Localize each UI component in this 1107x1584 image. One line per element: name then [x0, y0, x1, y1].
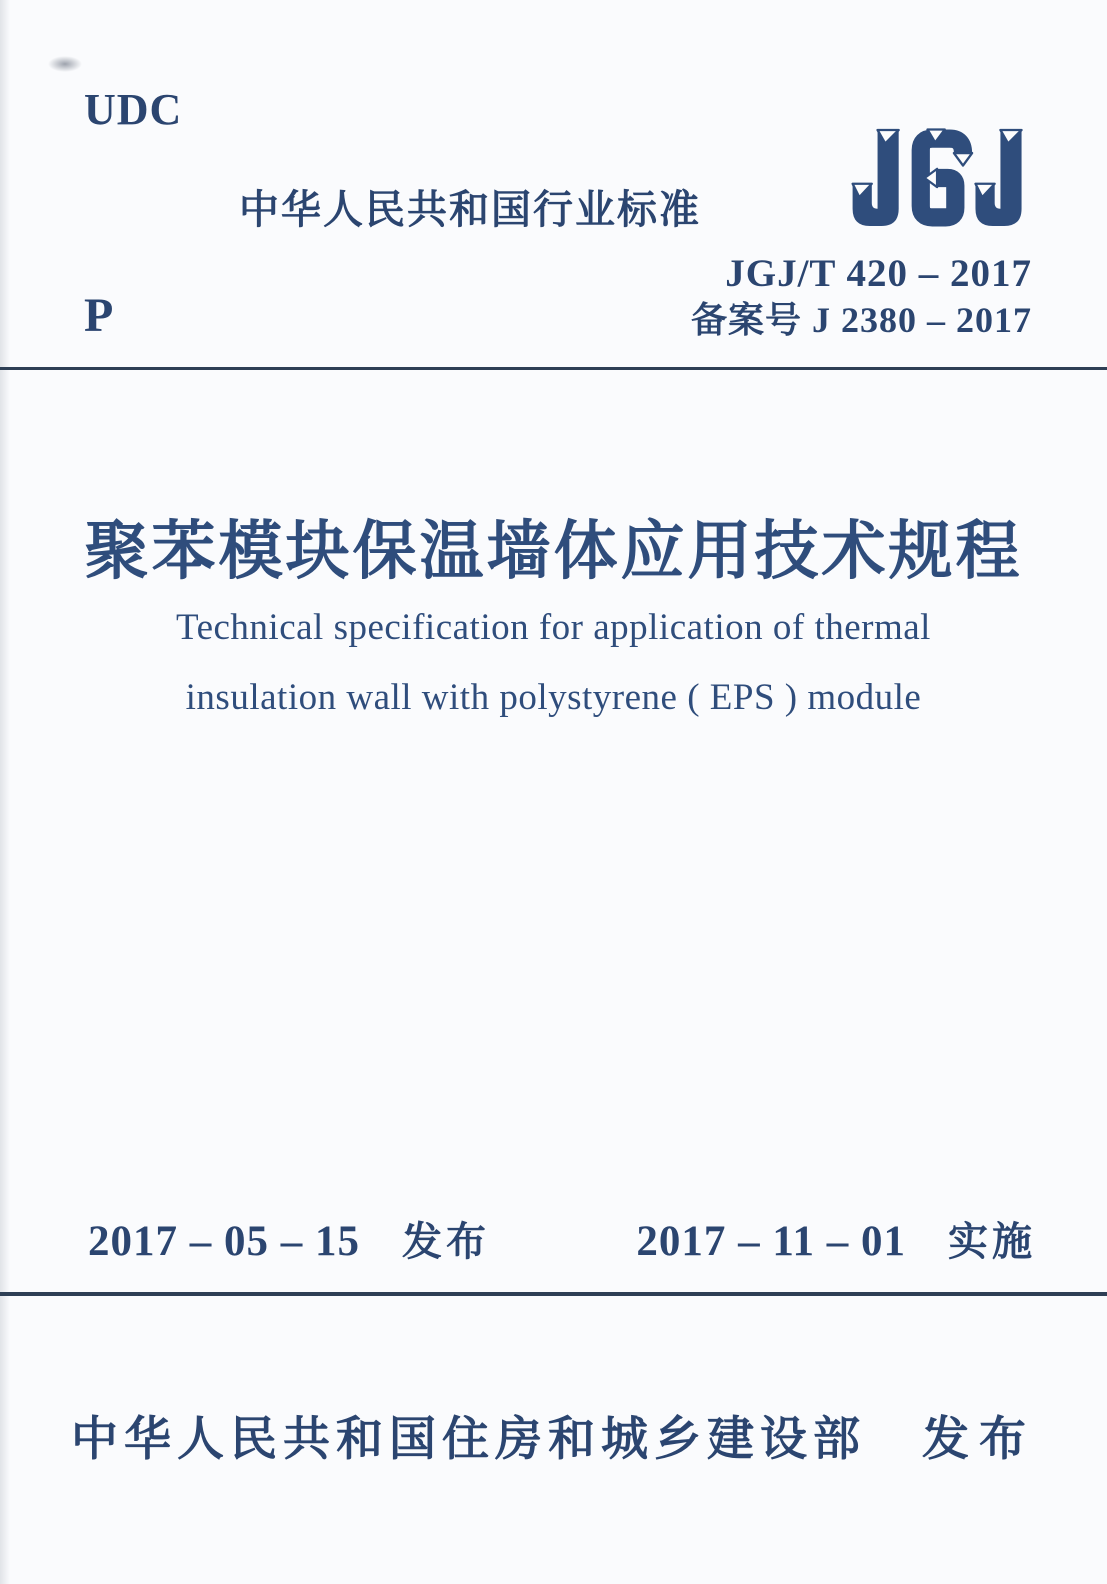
issue-label: 发布	[402, 1220, 490, 1264]
implementation-date-item	[636, 1210, 1036, 1267]
bottom-rule	[0, 1292, 1107, 1296]
classification-code: P	[84, 289, 114, 342]
implementation-date: 2017 – 11 – 01	[636, 1218, 906, 1265]
record-number: 备案号 J 2380 – 2017	[690, 300, 1032, 340]
scan-edge-shadow	[0, 0, 10, 1584]
publisher-row	[0, 1402, 1107, 1469]
publisher-action: 发布	[922, 1412, 1036, 1465]
title-chinese: 聚苯模块保温墙体应用技术规程	[84, 516, 1023, 587]
implementation-label: 实施	[948, 1220, 1036, 1264]
issue-date-item	[88, 1210, 490, 1267]
publisher-name: 中华人民共和国住房和城乡建设部	[71, 1412, 866, 1465]
dates-row	[88, 1210, 1036, 1267]
jgj-logo	[843, 124, 1035, 232]
standard-category: 中华人民共和国行业标准	[239, 188, 701, 232]
udc-code: UDC	[84, 85, 183, 134]
scan-smudge	[48, 56, 82, 72]
title-english-line2: insulation wall with polystyrene ( EPS ) module	[185, 677, 922, 718]
title-english-line1: Technical specification for application of thermal	[176, 607, 931, 648]
standard-number: JGJ/T 420 – 2017	[725, 252, 1032, 295]
top-rule	[0, 367, 1107, 370]
issue-date: 2017 – 05 – 15	[88, 1218, 360, 1265]
